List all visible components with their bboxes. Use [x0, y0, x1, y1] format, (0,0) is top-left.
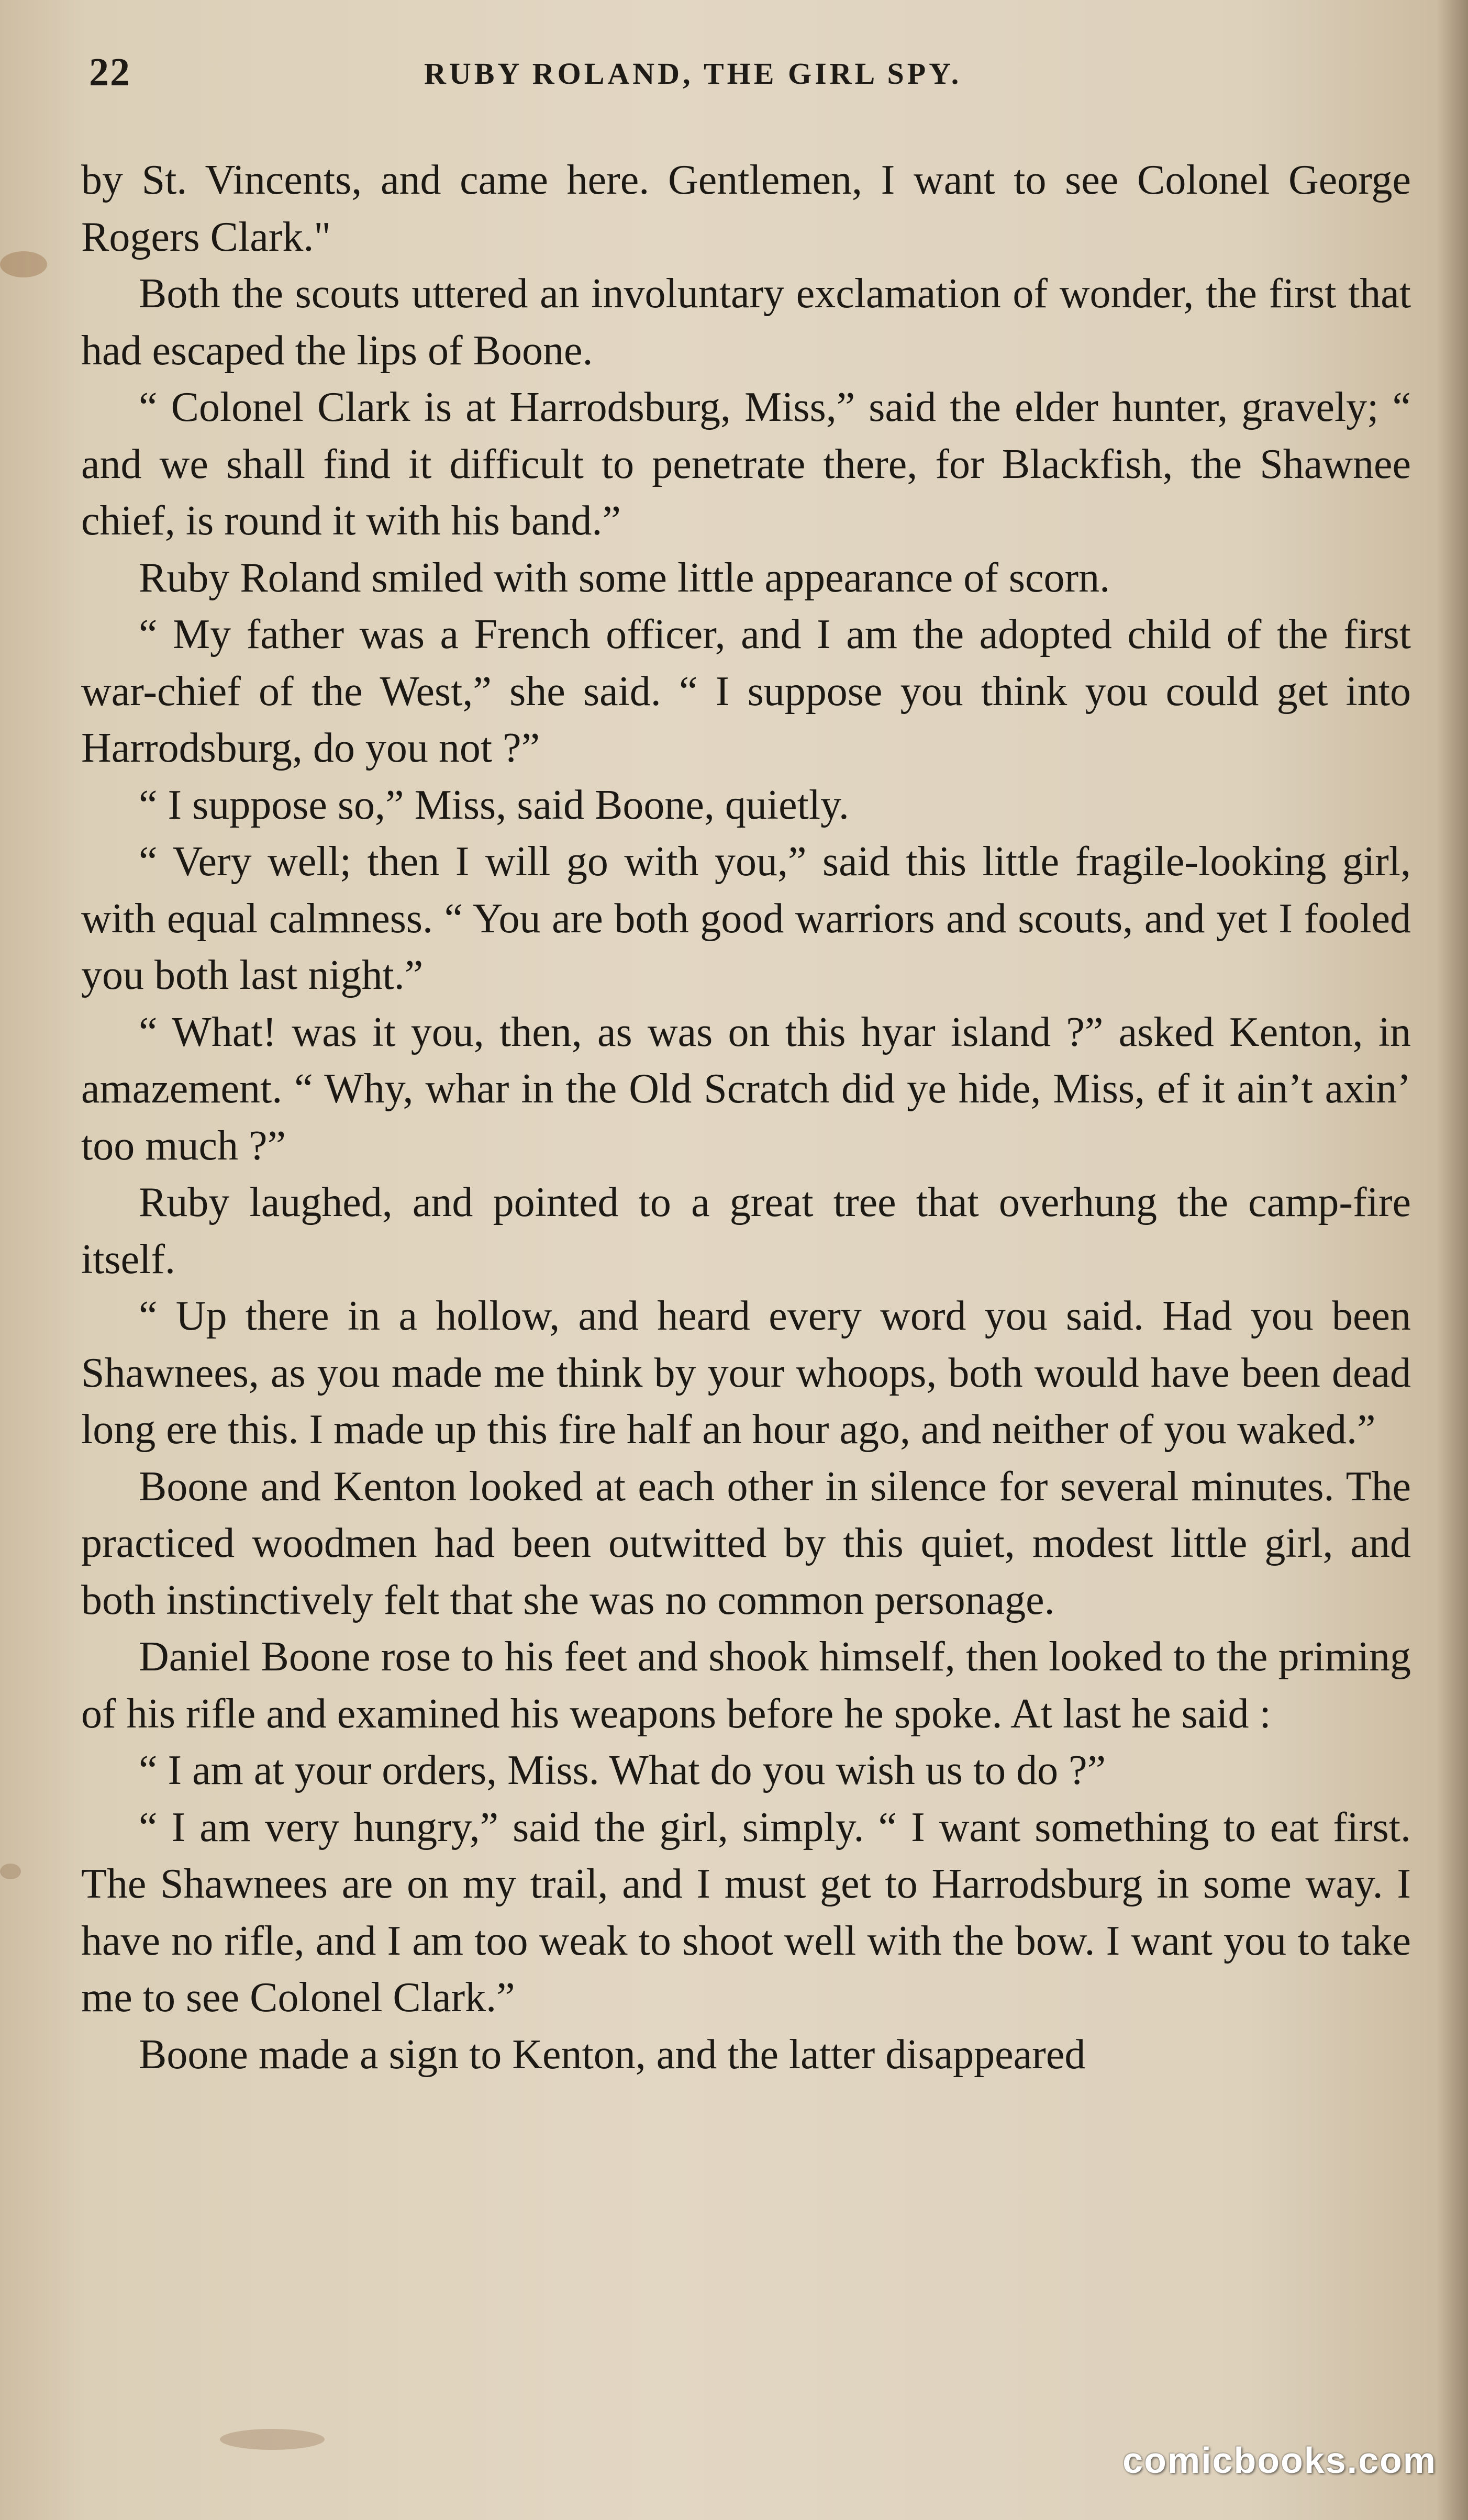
paper-stain: [0, 1864, 21, 1879]
paragraph: “ I am at your orders, Miss. What do you wish us to do ?”: [139, 1747, 1106, 1793]
paragraph: Both the scouts uttered an involuntary exclamation of wonder, the first that had escaped the lips of Boone.: [81, 271, 1411, 374]
paragraph: “ My father was a French officer, and I am the adopted child of the first war-chief of the West,” she said. “ I suppose you think you could get into Harrodsburg, do you not ?”: [81, 611, 1411, 771]
paragraph: “ Very well; then I will go with you,” said this little fragile-looking girl, with equal calmness. “ You are both good warriors and scouts, and yet I fooled you both last night.”: [81, 839, 1411, 998]
paragraph: “ Up there in a hollow, and heard every word you said. Had you been Shawnees, as you made me think by your whoops, both would have been dead long ere this. I made up this fire half an hour ago, and neither of you waked.”: [81, 1293, 1411, 1453]
paragraph: “ Colonel Clark is at Harrodsburg, Miss,” said the elder hunter, gravely; “ and we shall find it difficult to penetrate there, for Blackfish, the Shawnee chief, is round it with his band.”: [81, 384, 1411, 544]
running-title: RUBY ROLAND, THE GIRL SPY.: [424, 57, 962, 91]
body-text: [81, 152, 1411, 2083]
paragraph: Daniel Boone rose to his feet and shook himself, then looked to the priming of his rifle and examined his weapons before he spoke. At last he said :: [81, 1634, 1411, 1737]
paper-stain: [0, 251, 47, 277]
paragraph: by St. Vincents, and came here. Gentlemen, I want to see Colonel George Rogers Clark.": [81, 157, 1411, 260]
paragraph: “ I am very hungry,” said the girl, simply. “ I want something to eat first. The Shawnees are on my trail, and I must get to Harrodsburg in some way. I have no rifle, and I am too weak to shoot well with the bow. I want you to take me to see Colonel Clark.”: [81, 1804, 1411, 2021]
paragraph: Boone and Kenton looked at each other in silence for several minutes. The practiced woodmen had been outwitted by this quiet, modest little girl, and both instinctively felt that she was no common personage.: [81, 1463, 1411, 1623]
paragraph: Boone made a sign to Kenton, and the latter disappeared: [139, 2031, 1086, 2078]
paragraph: Ruby Roland smiled with some little appearance of scorn.: [139, 554, 1110, 601]
paragraph: “ I suppose so,” Miss, said Boone, quietly.: [139, 782, 849, 828]
page-header: [89, 50, 1398, 97]
paragraph: “ What! was it you, then, as was on this hyar island ?” asked Kenton, in amazement. “ Why, whar in the Old Scratch did ye hide, Miss, ef it ain’t axin’ too much ?”: [81, 1009, 1411, 1169]
watermark: comicbooks.com: [1122, 2440, 1437, 2481]
page-number: 22: [89, 50, 131, 94]
paper-stain: [220, 2429, 325, 2450]
page-edge-shadow: [1437, 0, 1468, 2520]
paragraph: Ruby laughed, and pointed to a great tree that overhung the camp-fire itself.: [81, 1179, 1411, 1283]
